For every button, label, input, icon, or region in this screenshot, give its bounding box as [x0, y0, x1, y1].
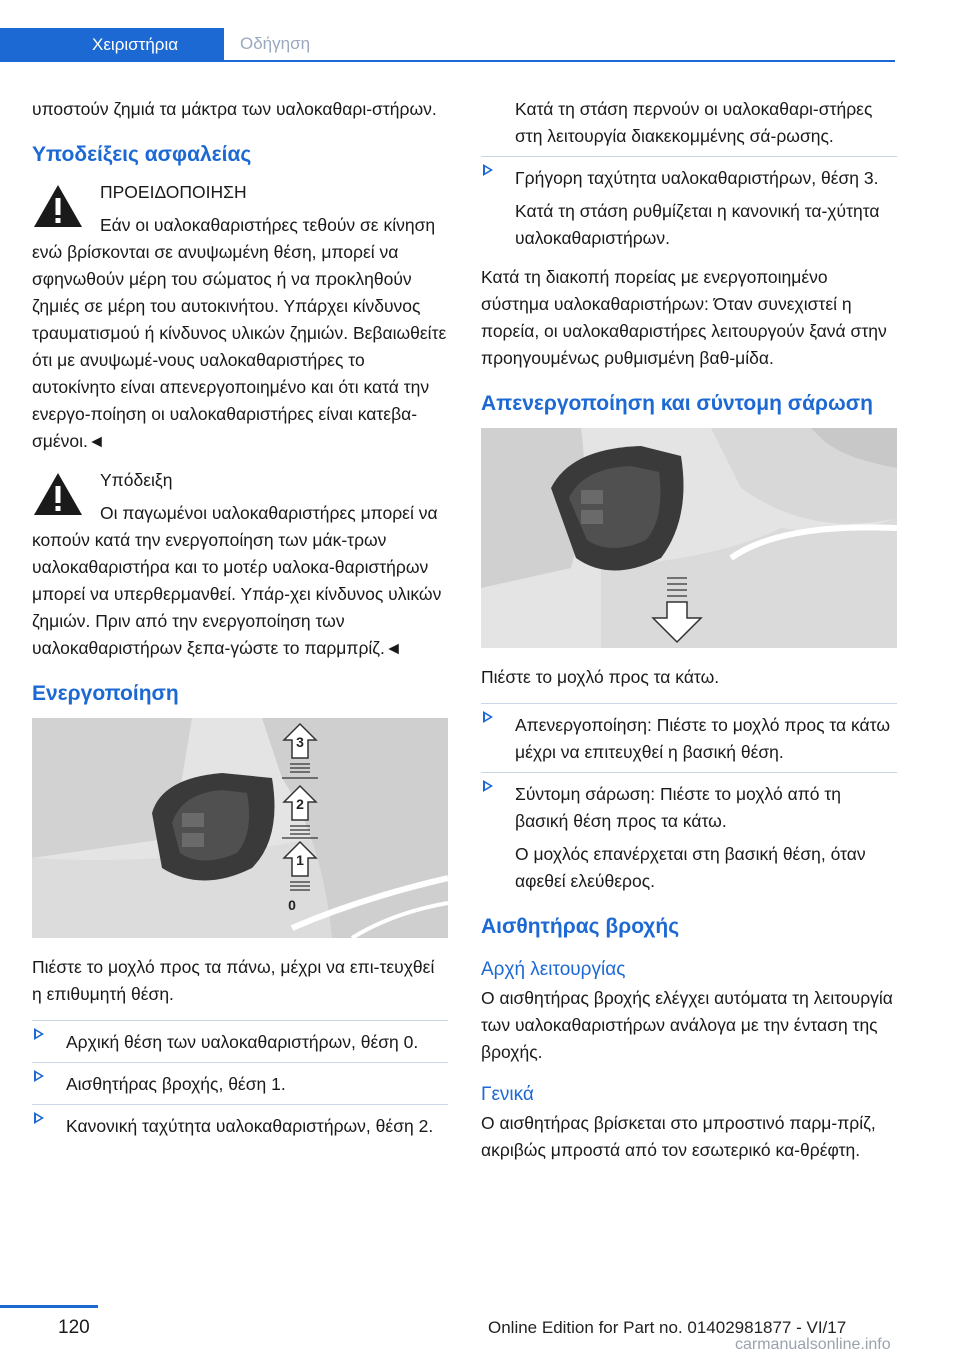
warning-triangle-icon — [32, 183, 84, 229]
footer-accent-line — [0, 1305, 98, 1308]
wiper-lever-down-illustration — [481, 428, 897, 648]
left-column — [32, 96, 448, 1152]
interrupt-text: Κατά τη διακοπή πορείας με ενεργοποιημένο σύστημα υαλοκαθαριστήρων: Όταν συνεχιστεί η πορεία, οι υαλοκαθαριστήρες λειτουργούν ξανά στην προηγουμένως ρυθμισμένη βαθ-μίδα. — [481, 267, 887, 368]
bullet-arrow-icon — [483, 780, 493, 792]
warning-triangle-icon — [32, 471, 84, 517]
wiper-lever-up-figure — [32, 718, 448, 938]
principle-text: Ο αισθητήρας βροχής ελέγχει αυτόματα τη λειτουργία των υαλοκαθαριστήρων ανάλογα με την ένταση της βροχής. — [481, 988, 893, 1062]
warning-notice — [32, 179, 448, 455]
edition-text: Online Edition for Part no. 01402981877 - VI/17 — [488, 1318, 847, 1337]
warning-text: Εάν οι υαλοκαθαριστήρες τεθούν σε κίνηση ενώ βρίσκονται σε ανυψωμένη θέση, μπορεί να σφηνωθούν μέρη του σώματος ή να προκληθούν ζημιές σε μέρη του αυτοκινήτου. Υπάρχει κίνδυνος τραυματισμού ή κίνδυνος υλικών ζημιών. Βεβαιωθείτε ότι με ανυψωμέ-νους υαλοκαθαριστήρες το αυτοκίνητο είναι απενεργοποιημένο και ότι κατά την ενεργο-ποίηση οι υαλοκαθαριστήρες είναι κατεβα-σμένοι.◄ — [32, 215, 447, 451]
list-item: Απενεργοποίηση: Πιέστε το μοχλό προς τα κάτω μέχρι να επιτευχθεί η βασική θέση. — [481, 703, 897, 766]
bullet-arrow-icon — [34, 1028, 44, 1040]
rain-sensor-heading: Αισθητήρας βροχής — [481, 915, 680, 938]
activation-list — [32, 1020, 448, 1140]
position-label-0: 0 — [288, 897, 296, 913]
bullet-arrow-icon — [483, 164, 493, 176]
safety-heading: Υποδείξεις ασφαλείας — [32, 143, 252, 166]
wiper-lever-down-figure — [481, 428, 897, 648]
list-item: Αρχική θέση των υαλοκαθαριστήρων, θέση 0. — [32, 1020, 448, 1056]
right-column — [481, 96, 897, 1176]
header-divider — [0, 60, 895, 62]
wiper-lever-up-illustration — [32, 718, 448, 938]
hint-notice — [32, 467, 448, 662]
general-text: Ο αισθητήρας βρίσκεται στο μπροστινό παρμ-πρίζ, ακριβώς μπροστά από τον εσωτερικό κα-θρέφτη. — [481, 1113, 876, 1160]
deactivation-list — [481, 703, 897, 895]
push-down-text: Πιέστε το μοχλό προς τα κάτω. — [481, 667, 720, 687]
bullet-arrow-icon — [34, 1112, 44, 1124]
intro-text: υποστούν ζημιά τα μάκτρα των υαλοκαθαρι-στήρων. — [32, 99, 437, 119]
bullet-arrow-icon — [34, 1070, 44, 1082]
watermark: carmanualsonline.info — [735, 1336, 891, 1353]
warning-label: ΠΡΟΕΙΔΟΠΟΙΗΣΗ — [100, 182, 247, 202]
principle-heading: Αρχή λειτουργίας — [481, 959, 626, 980]
header-tabbar — [0, 28, 895, 62]
list-item: Αισθητήρας βροχής, θέση 1. — [32, 1062, 448, 1098]
bullet-arrow-icon — [483, 711, 493, 723]
position-label-3: 3 — [296, 734, 304, 750]
list-item: Γρήγορη ταχύτητα υαλοκαθαριστήρων, θέση 3. Κατά τη στάση ρυθμίζεται η κανονική τα-χύτητα υαλοκαθαριστήρων. — [481, 156, 897, 252]
deactivation-heading: Απενεργοποίηση και σύντομη σάρωση — [481, 392, 873, 415]
tab-controls[interactable]: Χειριστήρια — [0, 28, 224, 62]
position-label-1: 1 — [296, 852, 304, 868]
tab-driving[interactable]: Οδήγηση — [240, 34, 311, 53]
activation-heading: Ενεργοποίηση — [32, 682, 179, 705]
list-item: Σύντομη σάρωση: Πιέστε το μοχλό από τη βασική θέση προς τα κάτω. Ο μοχλός επανέρχεται στη βασική θέση, όταν αφεθεί ελεύθερος. — [481, 772, 897, 895]
fast-speed-list — [481, 156, 897, 252]
hint-text: Οι παγωμένοι υαλοκαθαριστήρες μπορεί να κοπούν κατά την ενεργοποίηση των μάκ-τρων υαλοκαθαριστήρα και το μοτέρ υαλοκα-θαριστήρων μπορεί να υπερθερμανθεί. Υπάρ-χει κίνδυνος υλικών ζημιών. Πριν από την ενεργοποίηση των υαλοκαθαριστήρων ξεπα-γώστε το παρμπρίζ.◄ — [32, 503, 442, 658]
hint-label: Υπόδειξη — [100, 470, 173, 490]
general-heading: Γενικά — [481, 1084, 534, 1105]
page-number: 120 — [58, 1317, 90, 1338]
position-label-2: 2 — [296, 796, 304, 812]
list-item: Κανονική ταχύτητα υαλοκαθαριστήρων, θέση 2. — [32, 1104, 448, 1140]
push-up-text: Πιέστε το μοχλό προς τα πάνω, μέχρι να επι-τευχθεί η επιθυμητή θέση. — [32, 957, 435, 1004]
intermittent-text: Κατά τη στάση περνούν οι υαλοκαθαρι-στήρες στη λειτουργία διακεκομμένης σά-ρωσης. — [515, 99, 873, 146]
